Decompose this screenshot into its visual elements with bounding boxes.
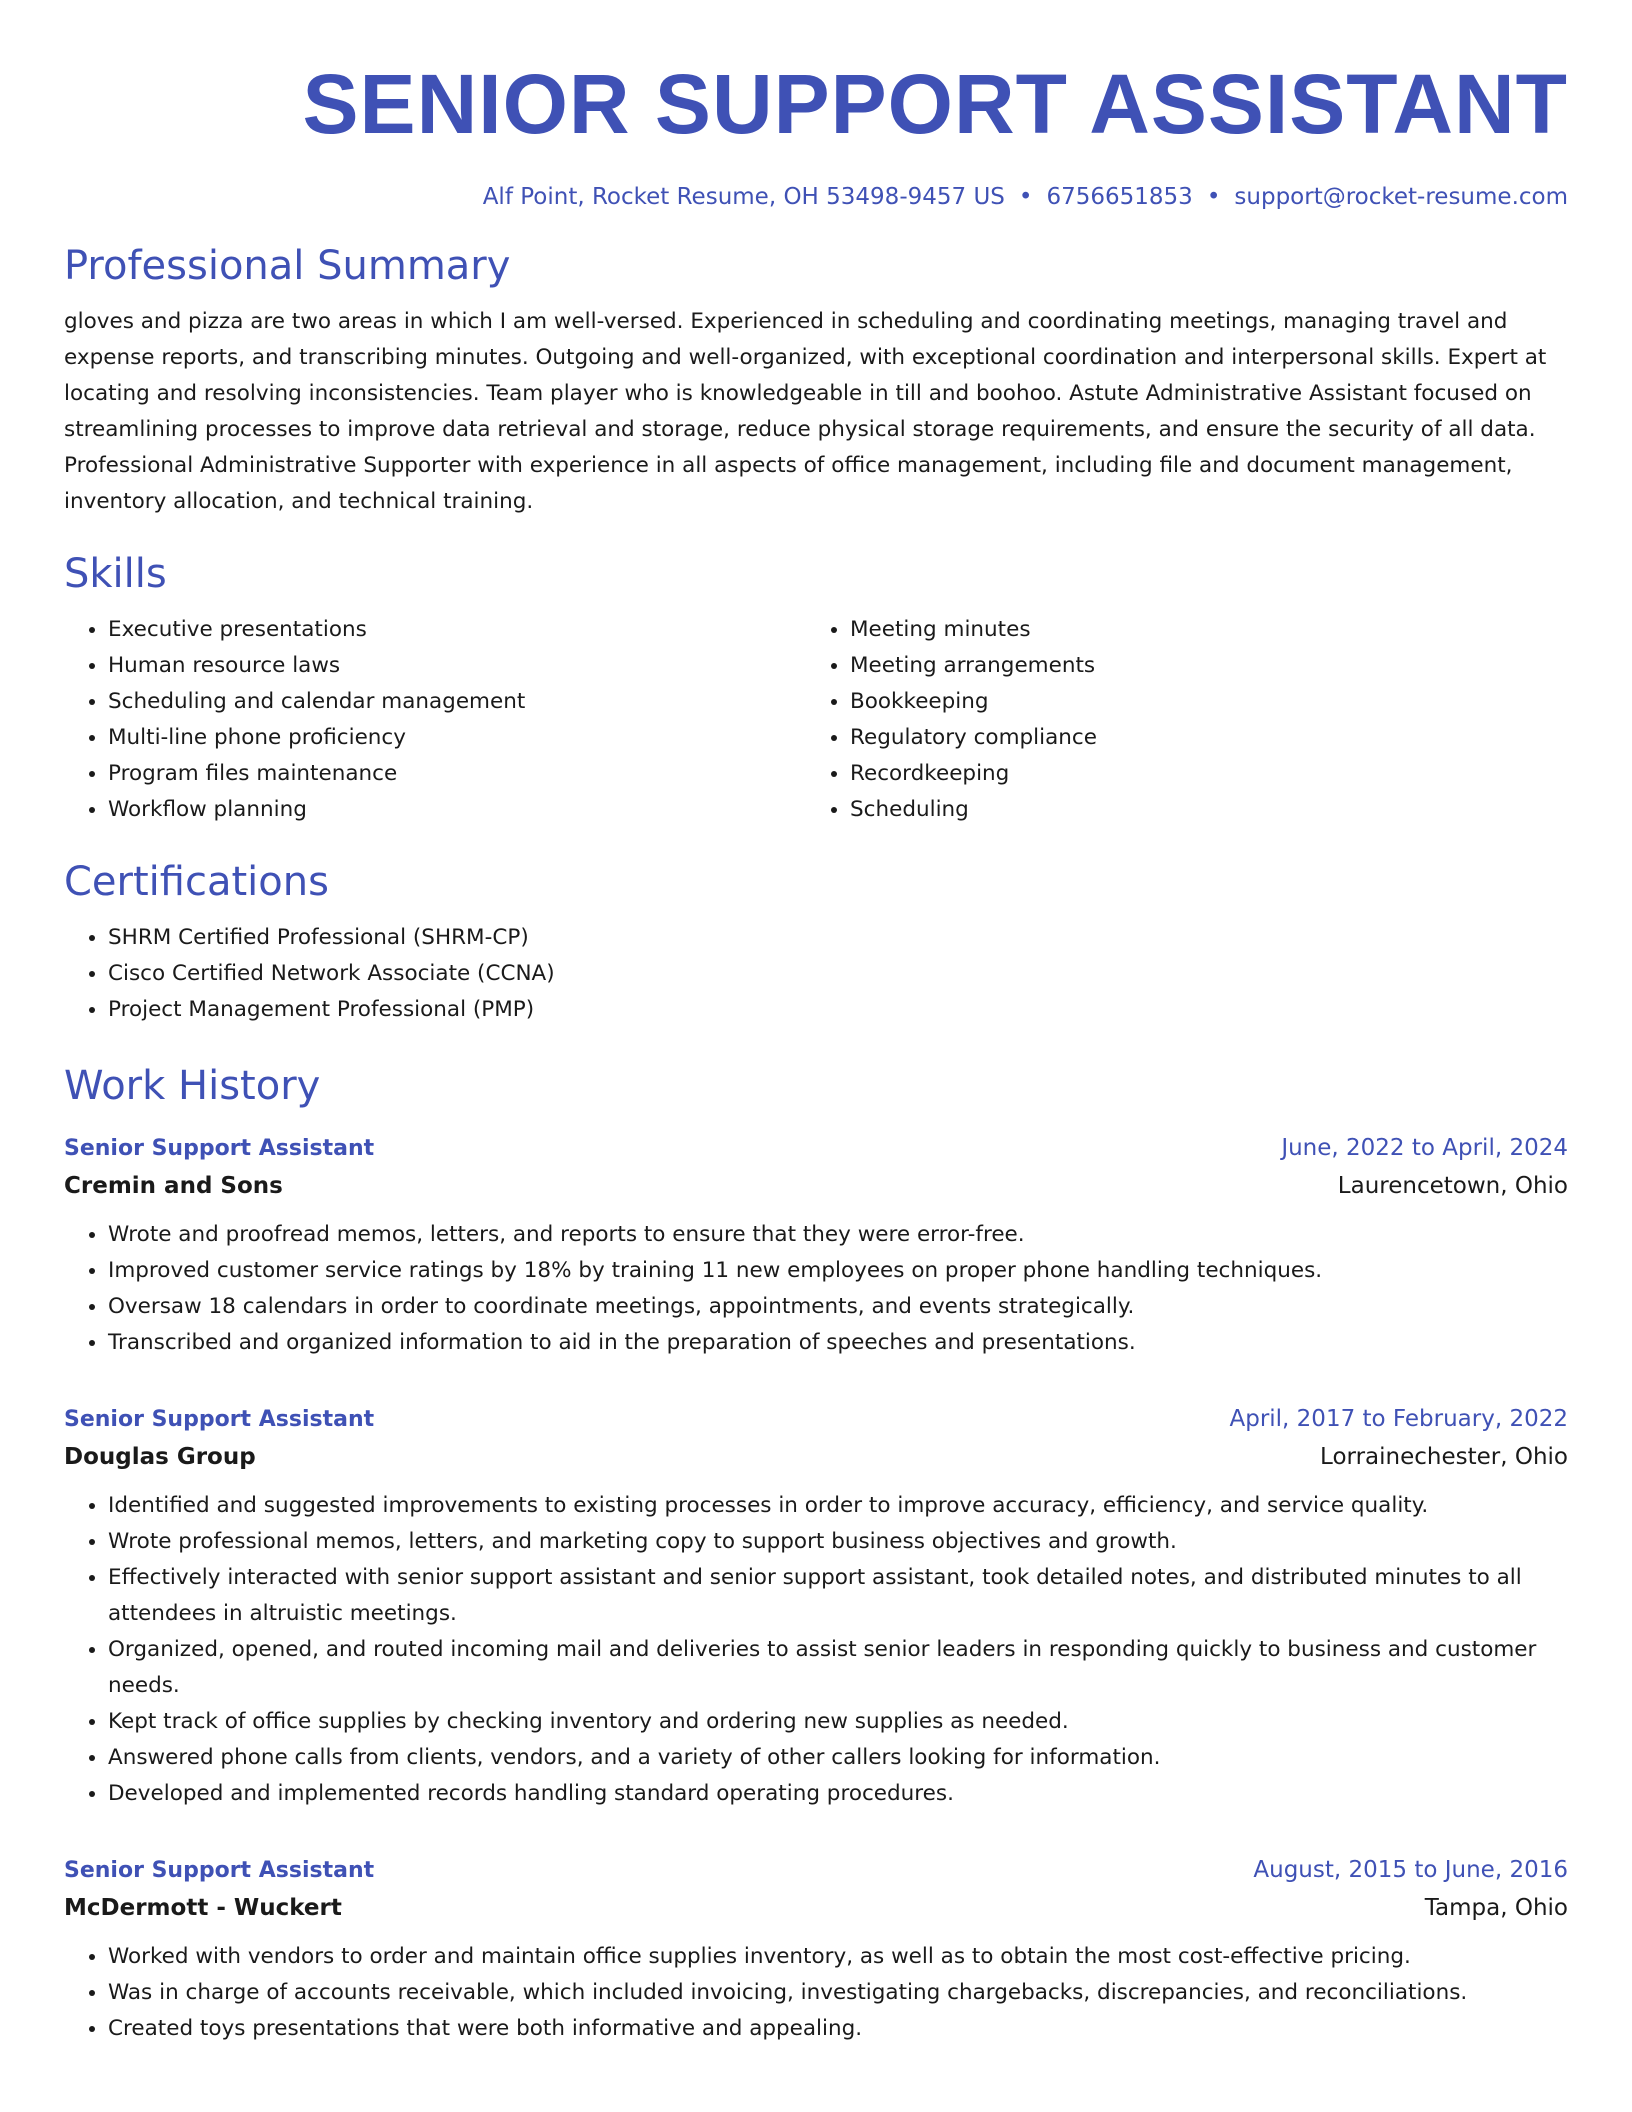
contact-email: support@rocket-resume.com bbox=[1234, 184, 1568, 210]
job-location: Laurencetown, Ohio bbox=[1337, 1173, 1568, 1199]
skill-item: • Human resource laws bbox=[108, 648, 806, 684]
skill-item: • Bookkeeping bbox=[850, 684, 1548, 720]
job-bullet: • Oversaw 18 calendars in order to coordinate meetings, appointments, and events strategically. bbox=[108, 1289, 1568, 1325]
summary-section bbox=[64, 242, 1568, 520]
skill-item: • Scheduling bbox=[850, 792, 1548, 828]
job-location: Lorrainechester, Ohio bbox=[1320, 1444, 1568, 1470]
job-company: Douglas Group bbox=[64, 1444, 256, 1470]
job-title-row bbox=[64, 1130, 1568, 1167]
skills-list-right bbox=[806, 612, 1548, 828]
job-bullet: • Created toys presentations that were both informative and appealing. bbox=[108, 2011, 1568, 2047]
job-bullet: • Worked with vendors to order and maintain office supplies inventory, as well as to obtain the most cost-effective pricing. bbox=[108, 1939, 1568, 1975]
certifications-list bbox=[64, 920, 1568, 1028]
job-bullet: • Transcribed and organized information to aid in the preparation of speeches and presentations. bbox=[108, 1325, 1568, 1361]
job-title: Senior Support Assistant bbox=[64, 1136, 375, 1161]
job-company: McDermott - Wuckert bbox=[64, 1895, 342, 1921]
job-bullets bbox=[64, 1939, 1568, 2047]
job-entry bbox=[64, 1130, 1568, 1361]
contact-separator: • bbox=[1206, 184, 1221, 210]
skill-item: • Meeting minutes bbox=[850, 612, 1548, 648]
job-bullets bbox=[64, 1488, 1568, 1812]
job-entry bbox=[64, 1852, 1568, 2047]
certification-item: • Project Management Professional (PMP) bbox=[108, 992, 1568, 1028]
skill-item: • Executive presentations bbox=[108, 612, 806, 648]
work-history-section bbox=[64, 1062, 1568, 2047]
skill-item: • Multi-line phone proficiency bbox=[108, 720, 806, 756]
job-company-row bbox=[64, 1167, 1568, 1205]
job-bullet: • Was in charge of accounts receivable, which included invoicing, investigating chargebacks, discrepancies, and reconciliations. bbox=[108, 1975, 1568, 2011]
certifications-section bbox=[64, 858, 1568, 1028]
job-bullet: • Developed and implemented records handling standard operating procedures. bbox=[108, 1776, 1568, 1812]
work-history-heading: Work History bbox=[64, 1063, 321, 1109]
job-bullet: • Wrote professional memos, letters, and marketing copy to support business objectives and growth. bbox=[108, 1524, 1568, 1560]
candidate-title: SENIOR SUPPORT ASSISTANT bbox=[302, 57, 1568, 151]
job-dates: June, 2022 to April, 2024 bbox=[1281, 1135, 1568, 1161]
job-bullet: • Organized, opened, and routed incoming mail and deliveries to assist senior leaders in responding quickly to business and customer needs. bbox=[108, 1632, 1568, 1704]
certification-item: • Cisco Certified Network Associate (CCNA) bbox=[108, 956, 1568, 992]
job-company: Cremin and Sons bbox=[64, 1173, 283, 1199]
job-bullet: • Answered phone calls from clients, vendors, and a variety of other callers looking for information. bbox=[108, 1740, 1568, 1776]
skill-item: • Workflow planning bbox=[108, 792, 806, 828]
contact-line bbox=[64, 182, 1568, 212]
skill-item: • Meeting arrangements bbox=[850, 648, 1548, 684]
job-bullet: • Effectively interacted with senior support assistant and senior support assistant, took detailed notes, and distributed minutes to all attendees in altruistic meetings. bbox=[108, 1560, 1568, 1632]
job-bullet: • Wrote and proofread memos, letters, and reports to ensure that they were error-free. bbox=[108, 1217, 1568, 1253]
summary-text: gloves and pizza are two areas in which I am well-versed. Experienced in scheduling and coordinating meetings, managing travel and expense reports, and transcribing minutes. Outgoing and well-organized, with exceptional coordination and interpersonal skills. Expert at locating and resolving inconsistencies. Team player who is knowledgeable in till and boohoo. Astute Administrative Assistant focused on streamlining processes to improve data retrieval and storage, reduce physical storage requirements, and ensure the security of all data. Professional Administrative Supporter with experience in all aspects of office management, including file and document management, inventory allocation, and technical training. bbox=[64, 309, 1547, 514]
job-title: Senior Support Assistant bbox=[64, 1407, 375, 1432]
skill-item: • Scheduling and calendar management bbox=[108, 684, 806, 720]
job-company-row bbox=[64, 1889, 1568, 1927]
skill-item: • Program files maintenance bbox=[108, 756, 806, 792]
job-bullet: • Kept track of office supplies by checking inventory and ordering new supplies as needed. bbox=[108, 1704, 1568, 1740]
certification-item: • SHRM Certified Professional (SHRM-CP) bbox=[108, 920, 1568, 956]
job-dates: August, 2015 to June, 2016 bbox=[1253, 1857, 1568, 1883]
contact-separator: • bbox=[1018, 184, 1033, 210]
skills-list-left bbox=[64, 612, 806, 828]
job-title-row bbox=[64, 1401, 1568, 1438]
job-title-row bbox=[64, 1852, 1568, 1889]
contact-phone: 6756651853 bbox=[1046, 184, 1193, 210]
resume-header bbox=[64, 0, 1568, 212]
skills-columns bbox=[64, 598, 1568, 828]
skills-heading: Skills bbox=[64, 551, 167, 597]
skill-item: • Regulatory compliance bbox=[850, 720, 1548, 756]
summary-heading: Professional Summary bbox=[64, 243, 511, 289]
contact-address: Alf Point, Rocket Resume, OH 53498-9457 US bbox=[482, 184, 1005, 210]
job-entry bbox=[64, 1401, 1568, 1812]
job-location: Tampa, Ohio bbox=[1424, 1895, 1568, 1921]
skill-item: • Recordkeeping bbox=[850, 756, 1548, 792]
job-dates: April, 2017 to February, 2022 bbox=[1229, 1406, 1568, 1432]
job-bullet: • Identified and suggested improvements to existing processes in order to improve accuracy, efficiency, and service quality. bbox=[108, 1488, 1568, 1524]
skills-section bbox=[64, 550, 1568, 828]
job-company-row bbox=[64, 1438, 1568, 1476]
certifications-heading: Certifications bbox=[64, 859, 329, 905]
job-bullet: • Improved customer service ratings by 18% by training 11 new employees on proper phone handling techniques. bbox=[108, 1253, 1568, 1289]
job-bullets bbox=[64, 1217, 1568, 1361]
job-title: Senior Support Assistant bbox=[64, 1858, 375, 1883]
